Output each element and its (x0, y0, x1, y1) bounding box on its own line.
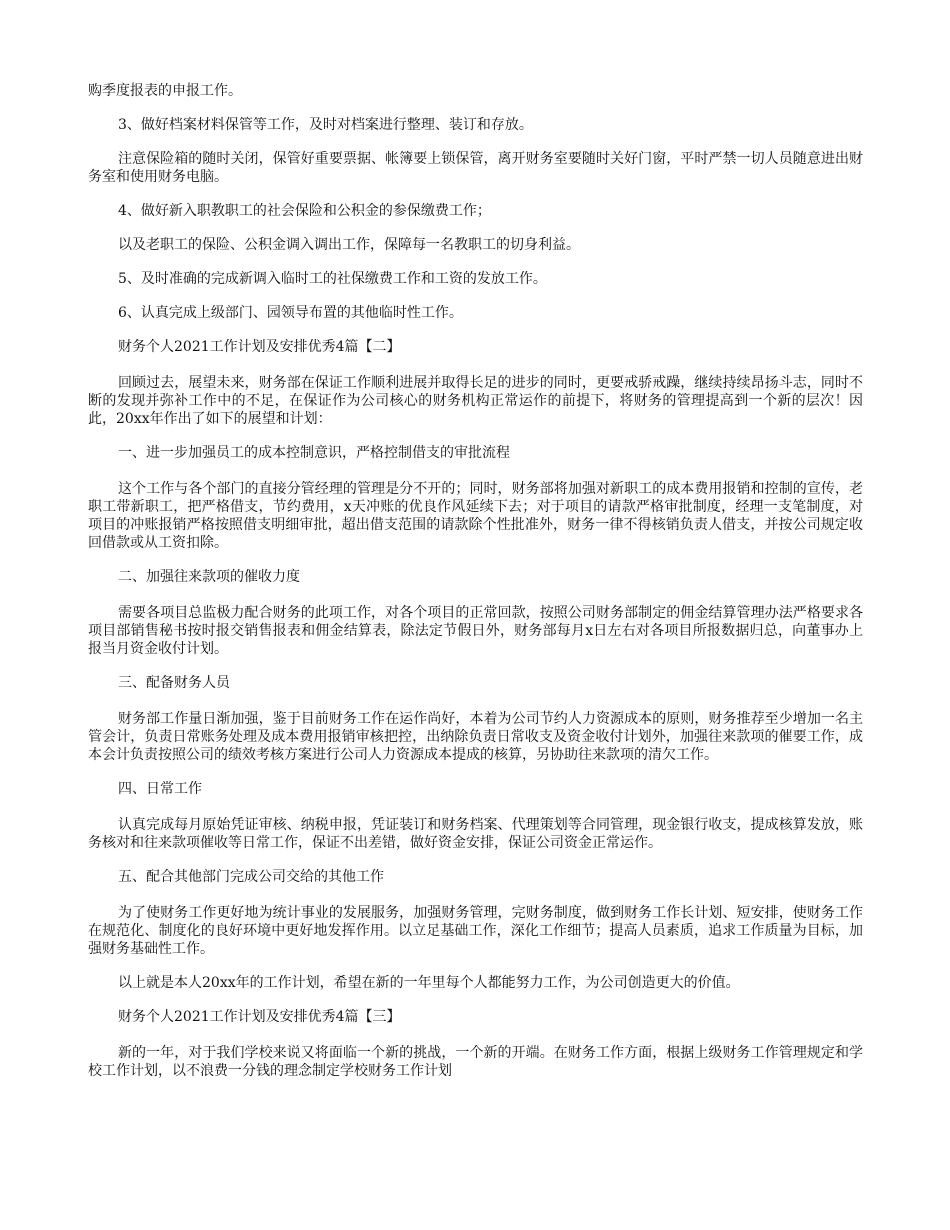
paragraph: 注意保险箱的随时关闭，保管好重要票据、帐簿要上锁保管，离开财务室要随时关好门窗，平时严禁一切人员随意进出财务室和使用财务电脑。 (88, 151, 863, 185)
paragraph: 为了使财务工作更好地为统计事业的发展服务，加强财务管理，完财务制度，做到财务工作长计划、短安排，使财务工作在规范化、制度化的良好环境中更好地发挥作用。以立足基础工作，深化工作细节；提高人员素质，追求工作质量为目标，加强财务基础性工作。 (88, 905, 863, 957)
section-title: 财务个人2021工作计划及安排优秀4篇【二】 (118, 339, 401, 355)
paragraph: 新的一年，对于我们学校来说又将面临一个新的挑战，一个新的开端。在财务工作方面，根据上级财务工作管理规定和学校工作计划，以不浪费一分钱的理念制定学校财务工作计划 (88, 1045, 863, 1079)
section-heading: 三、配备财务人员 (118, 675, 230, 691)
section-heading: 五、配合其他部门完成公司交给的其他工作 (118, 869, 384, 885)
list-item: 4、做好新入职教职工的社会保险和公积金的参保缴费工作； (118, 203, 491, 219)
document-page (88, 82, 863, 1096)
section-title: 财务个人2021工作计划及安排优秀4篇【三】 (118, 1009, 401, 1025)
section-heading: 一、进一步加强员工的成本控制意识，严格控制借支的审批流程 (118, 445, 510, 461)
paragraph: 财务部工作量日渐加强，鉴于目前财务工作在运作尚好，本着为公司节约人力资源成本的原则，财务推荐至少增加一名主管会计，负责日常账务处理及成本费用报销审核把控，出纳除负责日常收支及资金收付计划外，加强往来款项的催要工作，成本会计负责按照公司的绩效考核方案进行公司人力资源成本提成的核算，另协助往来款项的清欠工作。 (88, 711, 863, 763)
list-item: 6、认真完成上级部门、园领导布置的其他临时性工作。 (118, 305, 463, 321)
section-heading: 二、加强往来款项的催收力度 (118, 569, 300, 585)
paragraph: 购季度报表的申报工作。 (88, 83, 242, 99)
paragraph: 以及老职工的保险、公积金调入调出工作，保障每一名教职工的切身利益。 (118, 237, 580, 253)
paragraph: 以上就是本人20xx年的工作计划，希望在新的一年里每个人都能努力工作，为公司创造更大的价值。 (118, 975, 740, 991)
paragraph: 需要各项目总监极力配合财务的此项工作，对各个项目的正常回款，按照公司财务部制定的佣金结算管理办法严格要求各项目部销售秘书按时报交销售报表和佣金结算表，除法定节假日外，财务部每月x日左右对各项目所报数据归总，向董事办上报当月资金收付计划。 (88, 605, 863, 657)
paragraph: 这个工作与各个部门的直接分管经理的管理是分不开的；同时，财务部将加强对新职工的成本费用报销和控制的宣传，老职工带新职工，把严格借支，节约费用，x天冲账的优良作风延续下去；对于项目的请款严格审批制度，经理一支笔制度，对项目的冲账报销严格按照借支明细审批，超出借支范围的请款除个性批准外，财务一律不得核销负责人借支，并按公司规定收回借款或从工资扣除。 (88, 481, 863, 551)
section-heading: 四、日常工作 (118, 781, 202, 797)
list-item: 5、及时准确的完成新调入临时工的社保缴费工作和工资的发放工作。 (118, 271, 547, 287)
list-item: 3、做好档案材料保管等工作，及时对档案进行整理、装订和存放。 (118, 117, 533, 133)
paragraph: 回顾过去，展望未来，财务部在保证工作顺利进展并取得长足的进步的同时，更要戒骄戒躁，继续持续昂扬斗志，同时不断的发现并弥补工作中的不足，在保证作为公司核心的财务机构正常运作的前提下，将财务的管理提高到一个新的层次！因此，20xx年作出了如下的展望和计划： (88, 375, 863, 427)
paragraph: 认真完成每月原始凭证审核、纳税申报，凭证装订和财务档案、代理策划等合同管理，现金银行收支，提成核算发放，账务核对和往来款项催收等日常工作，保证不出差错，做好资金安排，保证公司资金正常运作。 (88, 817, 863, 851)
